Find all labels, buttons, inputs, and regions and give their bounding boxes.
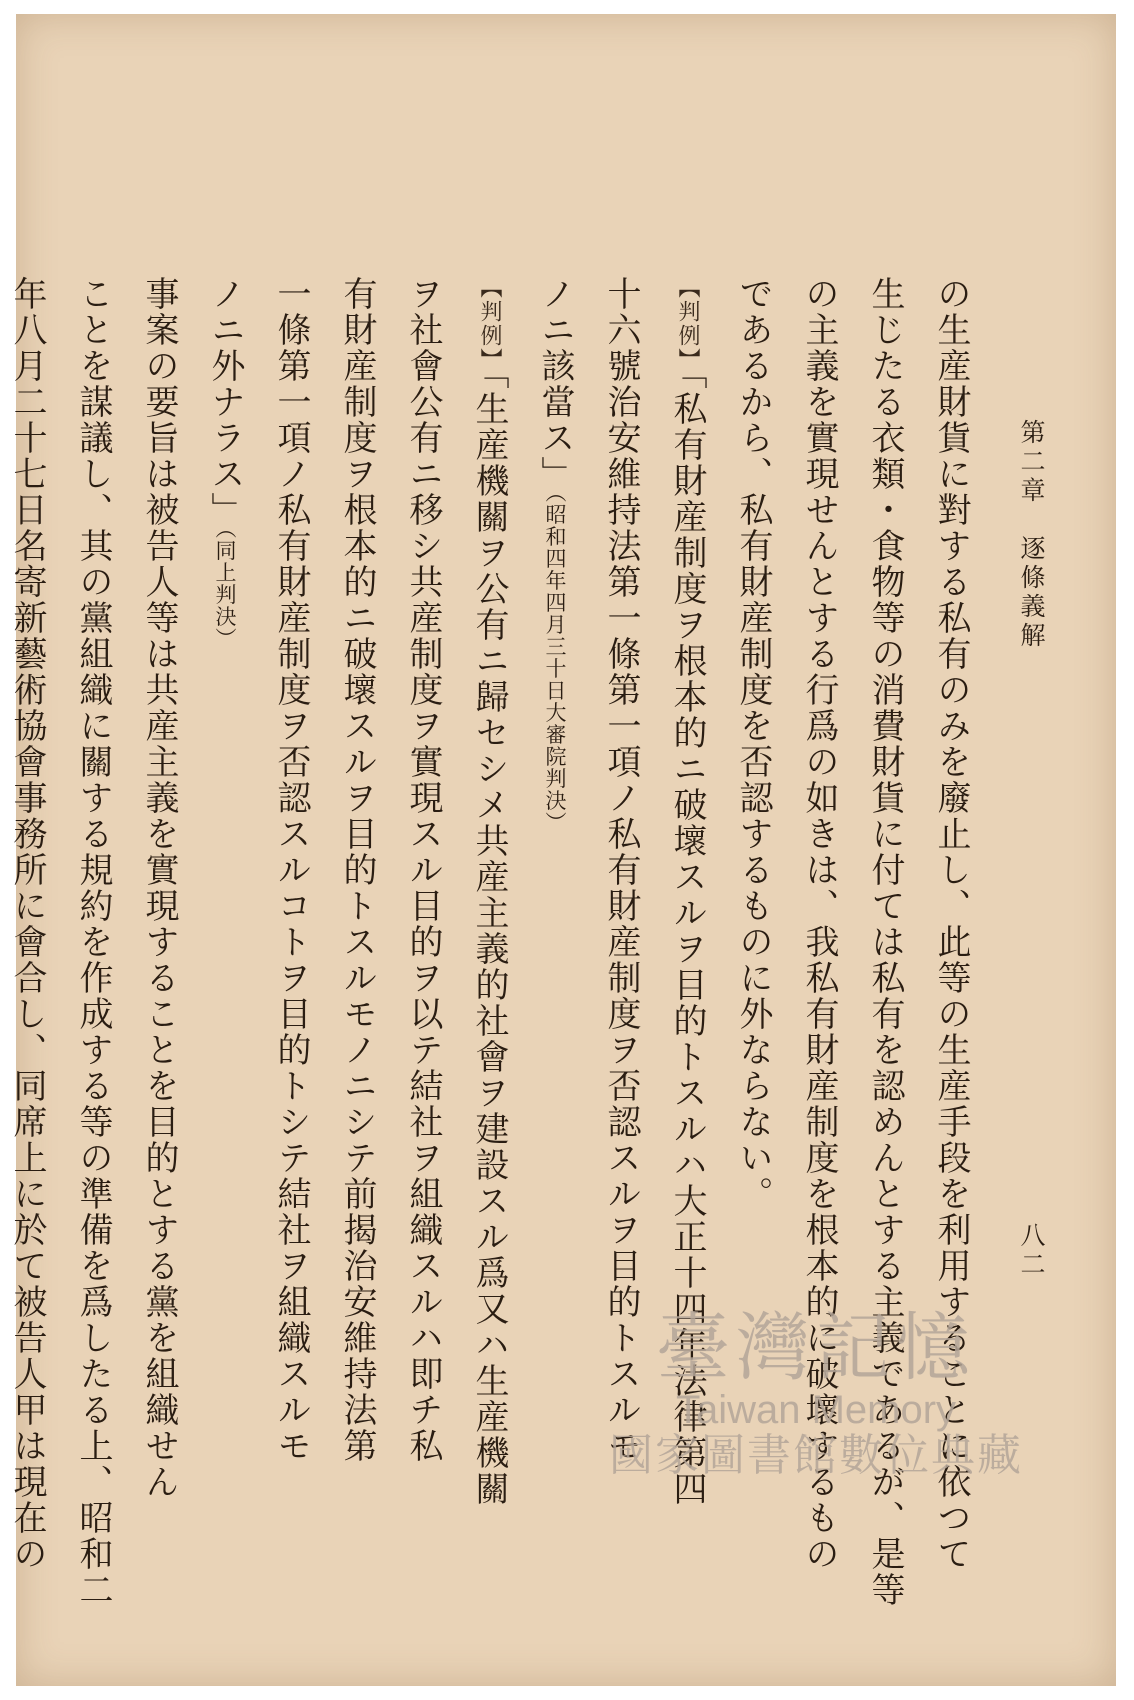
watermark-logo: 臺灣記憶 [656, 1305, 976, 1391]
text-column: 【判例】「私有財産制度ヲ根本的ニ破壞スルヲ目的トスルハ大正十四年法律第四 [667, 276, 707, 1507]
text-column: 有財産制度ヲ根本的ニ破壞スルヲ目的トスルモノニシテ前揭治安維持法第 [337, 276, 377, 1464]
text-column: ノニ該當ス」（昭和四年四月三十日大審院判決） [535, 276, 575, 834]
precedent-label: 【判例】 [675, 276, 700, 372]
text-column: ことを謀議し、其の黨組織に關する規約を作成する等の準備を爲したる上、昭和二 [73, 276, 113, 1608]
text-column: 十六號治安維持法第一條第一項ノ私有財産制度ヲ否認スルヲ目的トスルモ [601, 276, 641, 1464]
text-column: の生産財貨に對する私有のみを廢止し、此等の生産手段を利用することに依つて [931, 276, 971, 1572]
precedent-label: 【判例】 [477, 276, 502, 372]
text-column: 生じたる衣類・食物等の消費財貨に付ては私有を認めんとする主義であるが、是等 [865, 276, 905, 1608]
text-column: ヲ社會公有ニ移シ共産制度ヲ實現スル目的ヲ以テ結社ヲ組織スルハ即チ私 [403, 276, 443, 1464]
watermark [536, 1305, 1096, 1480]
text-column: であるから、私有財産制度を否認するものに外ならない。 [733, 276, 773, 1212]
text-column: 一條第一項ノ私有財産制度ヲ否認スルコトヲ目的トシテ結社ヲ組織スルモ [271, 276, 311, 1464]
text-column: 事案の要旨は被告人等は共産主義を實現することを目的とする黨を組織せん [139, 276, 179, 1500]
judgment-citation: （昭和四年四月三十日大審院判決） [543, 492, 567, 834]
watermark-english: Taiwan Memory [675, 1387, 957, 1432]
chapter-header: 第二章 逐條義解 [1017, 419, 1046, 651]
text-column: ノニ外ナラス」（同上判決） [205, 276, 245, 650]
text-column: 【判例】「生産機關ヲ公有ニ歸セシメ共産主義的社會ヲ建設スル爲又ハ生産機關 [469, 276, 509, 1507]
text-column: の主義を實現せんとする行爲の如きは、我私有財産制度を根本的に破壞するもの [799, 276, 839, 1572]
book-page [7, 14, 1116, 1686]
judgment-citation: （同上判決） [213, 528, 237, 650]
text-column: 年八月二十七日名寄新藝術協會事務所に會合し、同席上に於て被告人甲は現在の [7, 276, 47, 1572]
page-number: 八二 [1017, 1222, 1046, 1280]
watermark-chinese: 國家圖書館數位典藏 [609, 1430, 1023, 1480]
